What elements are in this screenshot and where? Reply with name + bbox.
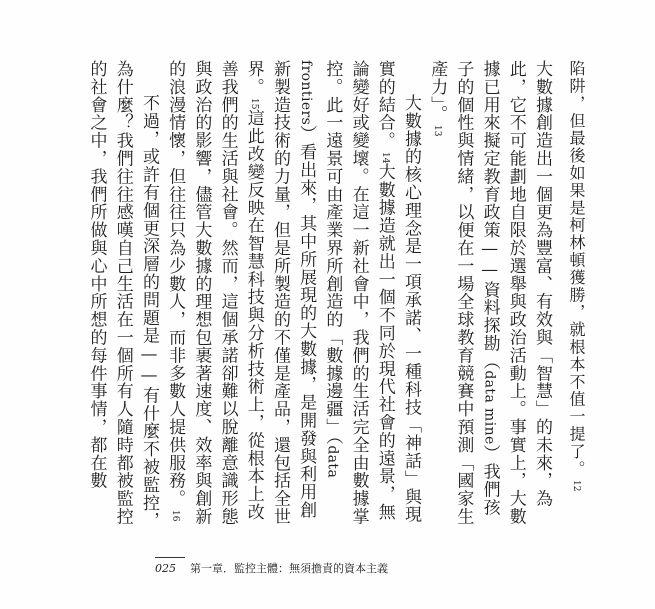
paragraph xyxy=(162,60,424,530)
block-quote xyxy=(563,60,589,530)
text-run: 大數據造就出一個不同於現代社會的遠景，無論變好或變壞。在這一新社會中，我們的生活完全由數據掌控。此一遠景可由產業界所創造的「數據邊疆」（ xyxy=(322,60,395,526)
footnote-ref: 14 xyxy=(379,151,390,163)
footnote-ref: 15 xyxy=(248,97,259,110)
text-run: ）看出來，其中所展現的大數據，是開發與利用創新製造技術的力量，但是所製造的不僅是產品，還包括全世界。 xyxy=(243,60,317,526)
text-run: ）我們孩子的個性與情緒，以便在一場全球教育競賽中預測「國家生產力」。 xyxy=(427,60,500,526)
text-run: 大數據創造出一個更為豐富、有效與「智慧」的未來，為此，它不可能劃地自限於選舉與政治活動上。事實上，大數據已用來擬定教育政策——資料探勘（ xyxy=(479,60,552,526)
text-run: 不過，或許有個更深層的問題是——有什麼不被監控，為什麼？我們往往感嘆自己生活在一個所有人隨時都被監控的社會之中，我們所做與心中所想的每件事情，都在數 xyxy=(86,60,159,530)
footer-rule xyxy=(155,557,185,558)
footnote-ref: 16 xyxy=(170,509,181,521)
page-number: 025 xyxy=(155,562,176,575)
latin-term: data frontiers xyxy=(298,60,341,479)
chapter-title: 第一章．監控主體：無須擔責的資本主義 xyxy=(190,562,388,575)
quote-text: 陷阱，但最後如果是柯林頓獲勝，就根本不值一提了。 xyxy=(567,60,586,478)
paragraph xyxy=(83,60,162,530)
footnote-ref: 13 xyxy=(432,125,443,137)
text-run: 大數據的核心理念是一項承諾、一種科技「神話」與現實的結合。 xyxy=(374,60,421,524)
page-footer xyxy=(155,560,388,576)
footnote-ref: 12 xyxy=(571,479,581,492)
paragraph xyxy=(424,60,555,530)
body-text xyxy=(35,60,555,530)
text-run: 這此改變反映在智慧科技與分析技術上，從根本上改善我們的生活與社會。然而，這個承諾卻難以脫離意識形態與政治的影響，儘管大數據的理想包裹著速度、效率與創新的浪漫情懷，但往往只為少數人，而非多數人提供服務。 xyxy=(165,60,264,526)
latin-term: data mine xyxy=(481,370,498,445)
